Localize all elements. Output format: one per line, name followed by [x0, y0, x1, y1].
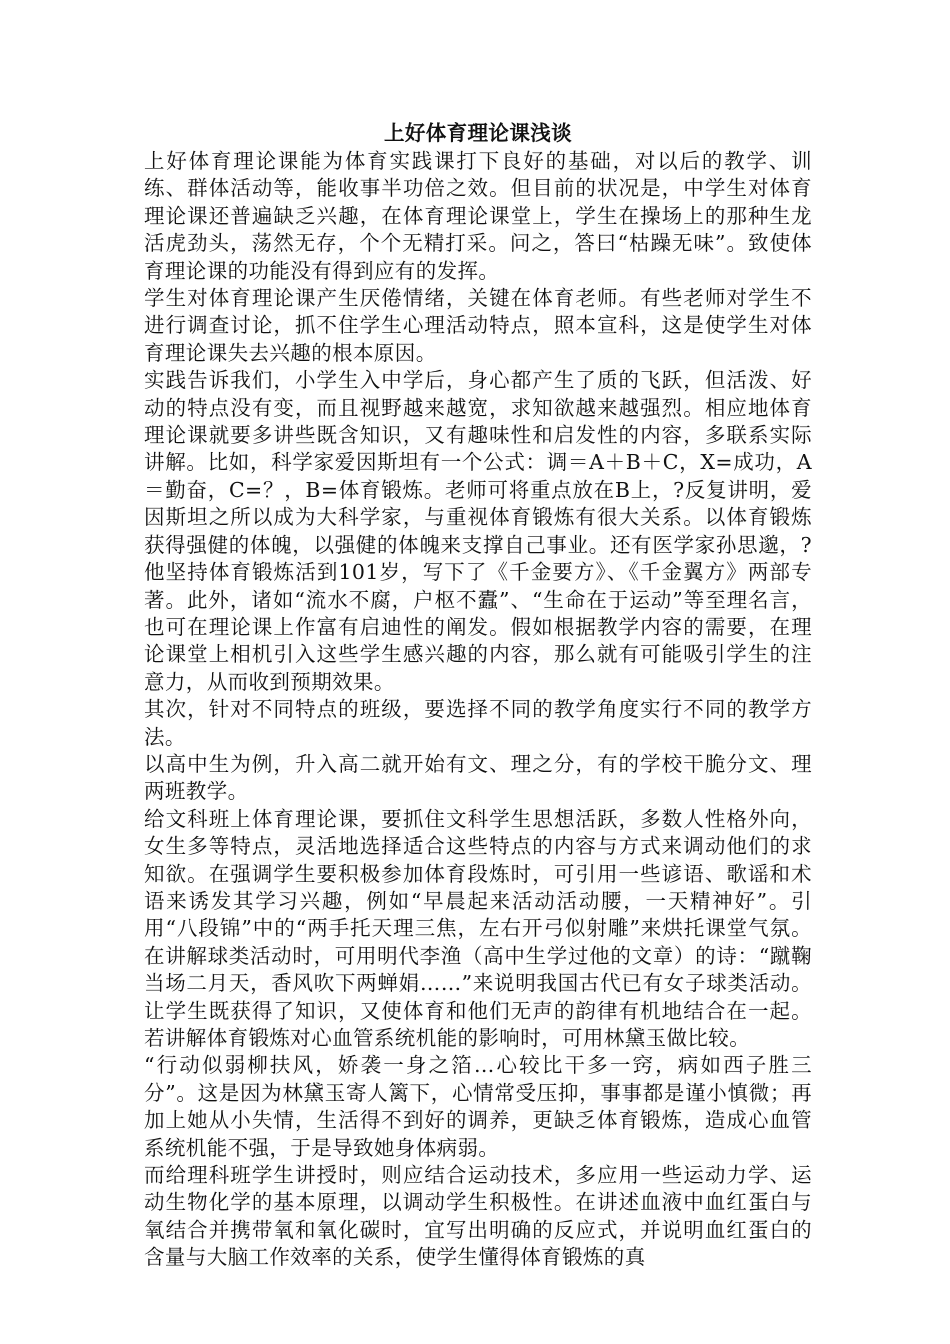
paragraph-7: “行动似弱柳扶风，娇袭一身之箔…心较比干多一窍，病如西子胜三分”。这是因为林黛玉寄人篱下，心情常受压抑，事事都是谨小慎微；再加上她从小失情，生活得不到好的调养，更缺乏体育锻炼，造成心血管系统机能不强，于是导致她身体病弱。: [144, 1053, 812, 1160]
paragraph-5: 以高中生为例，升入高二就开始有文、理之分，有的学校干脆分文、理两班教学。: [144, 751, 812, 804]
paragraph-8: 而给理科班学生讲授时，则应结合运动技术，多应用一些运动力学、运动生物化学的基本原理，以调动学生积极性。在讲述血液中血红蛋白与氧结合并携带氧和氧化碳时，宜写出明确的反应式，并说明血红蛋白的含量与大脑工作效率的关系，使学生懂得体育锻炼的真: [144, 1163, 812, 1270]
paragraph-3: 实践告诉我们，小学生入中学后，身心都产生了质的飞跃，但活泼、好动的特点没有变，而且视野越来越宽，求知欲越来越强烈。相应地体育理论课就要多讲些既含知识，又有趣味性和启发性的内容，多联系实际讲解。比如，科学家爱因斯坦有一个公式：调＝A＋B＋C，X=成功，A＝勤奋，C=？，B=体育锻炼。老师可将重点放在B上，?反复讲明，爱因斯坦之所以成为大科学家，与重视体育锻炼有很大关系。以体育锻炼获得强健的体魄，以强健的体魄来支撑自己事业。还有医学家孙思邈，?他坚持体育锻炼活到101岁，写下了《千金要方》、《千金翼方》两部专著。此外，诸如“流水不腐，户枢不蠹”、“生命在于运动”等至理名言，也可在理论课上作富有启迪性的阐发。假如根据教学内容的需要，在理论课堂上相机引入这些学生感兴趣的内容，那么就有可能吸引学生的注意力，从而收到预期效果。: [144, 368, 812, 694]
document-page: [144, 118, 812, 1272]
paragraph-6: 给文科班上体育理论课，要抓住文科学生思想活跃，多数人性格外向，女生多等特点，灵活地选择适合这些特点的内容与方式来调动他们的求知欲。在强调学生要积极参加体育段炼时，可引用一些谚语、歌谣和术语来诱发其学习兴趣，例如“早晨起来活动活动腰，一天精神好”。引用“八段锦”中的“两手托天理三焦，左右开弓似射雕”来烘托课堂气氛。在讲解球类活动时，可用明代李渔（高中生学过他的文章）的诗：“蹴鞠当场二月天，香风吹下两蝉娟……”来说明我国古代已有女子球类活动。让学生既获得了知识，又使体育和他们无声的韵律有机地结合在一起。若讲解体育锻炼对心血管系统机能的影响时，可用林黛玉做比较。: [144, 806, 812, 1050]
paragraph-1: 上好体育理论课能为体育实践课打下良好的基础，对以后的教学、训练、群体活动等，能收事半功倍之效。但目前的状况是，中学生对体育理论课还普遍缺乏兴趣，在体育理论课堂上，学生在操场上的那种生龙活虎劲头，荡然无存，个个无精打采。问之，答曰“枯躁无味”。致使体育理论课的功能没有得到应有的发挥。: [144, 149, 812, 283]
paragraph-4: 其次，针对不同特点的班级，要选择不同的教学角度实行不同的教学方法。: [144, 697, 812, 749]
paragraph-2: 学生对体育理论课产生厌倦情绪，关键在体育老师。有些老师对学生不进行调查讨论，抓不住学生心理活动特点，照本宣科，这是使学生对体育理论课失去兴趣的根本原因。: [144, 286, 812, 365]
document-title: 上好体育理论课浅谈: [383, 121, 573, 145]
